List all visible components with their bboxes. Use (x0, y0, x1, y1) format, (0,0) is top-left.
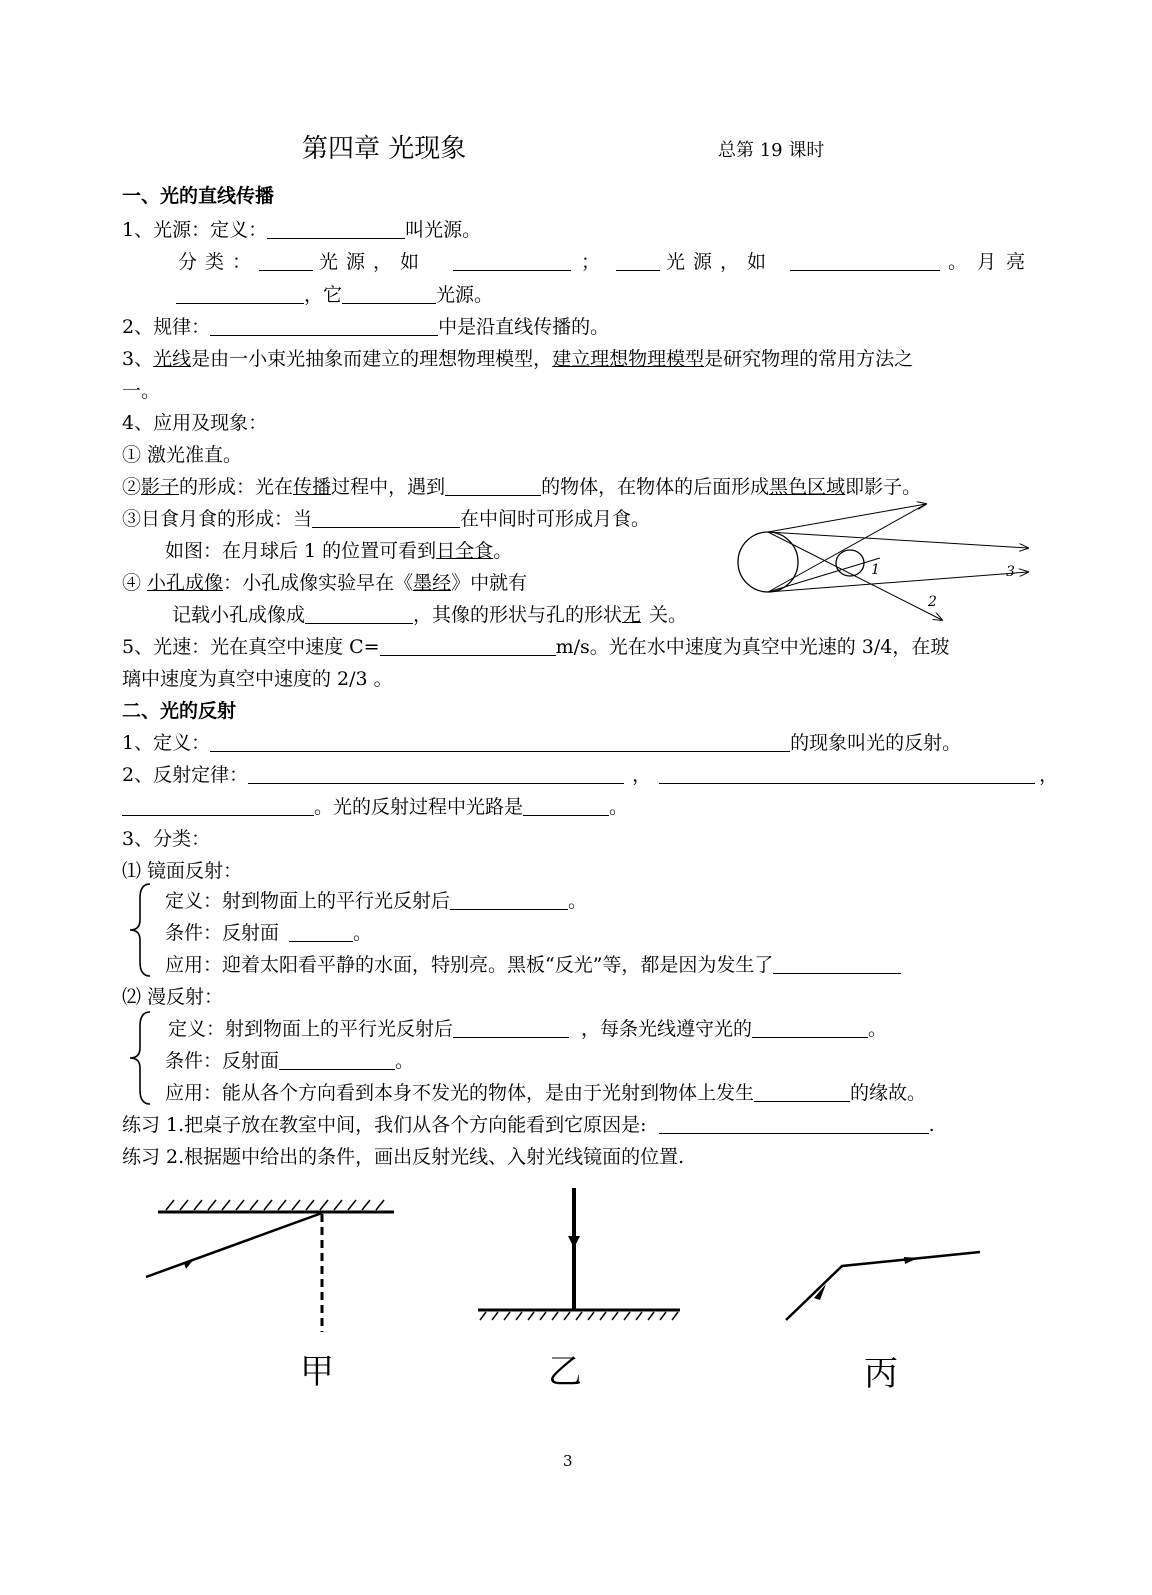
blank[interactable] (790, 252, 940, 271)
blank[interactable] (279, 1051, 395, 1070)
line-diffuse-app: 应用：能从各个方向看到本身不发光的物体，是由于光射到物体上发生 的缘故。 (165, 1082, 927, 1104)
line-reflection-def: 1、定义： 的现象叫光的反射。 (122, 732, 962, 754)
line-pinhole-record: 记载小孔成像成 ，其像的形状与孔的形状无 关。 (172, 604, 688, 626)
line-law: 2、规律： 中是沿直线传播的。 (122, 316, 610, 338)
blank[interactable] (616, 252, 660, 271)
line-speed-end: 璃中速度为真空中速度的 2/3 。 (122, 668, 393, 690)
line-eclipse-figure: 如图：在月球后 1 的位置可看到日全食。 (165, 540, 513, 562)
diagram-label-2: 2 (928, 594, 937, 610)
line-eclipse: ③日食月食的形成：当 在中间时可形成月食。 (122, 508, 651, 530)
blank[interactable] (380, 637, 556, 656)
line-diffuse-def: 定义：射到物面上的平行光反射后 ，每条光线遵守光的 。 (168, 1018, 888, 1040)
line-pinhole: ④ 小孔成像：小孔成像实验早在《墨经》中就有 (122, 572, 528, 594)
figure-bing (786, 1252, 980, 1320)
lesson-number: 总第 19 课时 (718, 140, 825, 161)
figure-yi (478, 1188, 680, 1320)
blank[interactable] (453, 252, 571, 271)
blank[interactable] (210, 733, 790, 752)
blank[interactable] (176, 285, 304, 304)
line-classification: 3、分类： (122, 828, 211, 850)
blank[interactable] (445, 477, 541, 496)
blank[interactable] (312, 509, 460, 528)
brace-diffuse (124, 1008, 154, 1108)
blank[interactable] (450, 891, 568, 910)
line-moon: ，它 光源。 (176, 283, 493, 307)
line-exercise-1: 练习 1.把桌子放在教室中间，我们从各个方向能看到它原因是: . (122, 1114, 935, 1136)
diagram-label-1: 1 (871, 562, 880, 578)
line-reflection-law: 2、反射定律： ， ， (122, 764, 1059, 786)
line-specular-app: 应用：迎着太阳看平静的水面，特别亮。黑板“反光”等，都是因为发生了 (165, 953, 901, 977)
blank[interactable] (773, 955, 901, 974)
brace-specular (124, 880, 154, 980)
line-reflection-law-2: 。光的反射过程中光路是 。 (122, 795, 628, 819)
line-ray-model: 3、光线是由一小束光抽象而建立的理想物理模型，建立理想物理模型是研究物理的常用方法之 (122, 348, 914, 370)
moon-ellipse (836, 550, 864, 576)
line-ray-model-end: 一。 (122, 380, 161, 402)
line-specular-def: 定义：射到物面上的平行光反射后 。 (165, 890, 588, 912)
blank[interactable] (259, 252, 313, 271)
blank[interactable] (122, 797, 314, 816)
line-shadow: ②影子的形成：光在传播过程中，遇到 的物体，在物体的后面形成黑色区域即影子。 (122, 476, 922, 498)
eclipse-diagram (730, 500, 1050, 610)
line-diffuse: ⑵ 漫反射： (122, 986, 224, 1008)
diagram-label-3: 3 (1006, 564, 1015, 580)
figure-jia (146, 1200, 394, 1332)
section-heading-2: 二、光的反射 (122, 700, 237, 722)
line-exercise-2: 练习 2.根据题中给出的条件，画出反射光线、入射光线镜面的位置. (122, 1146, 685, 1168)
line-light-source-def: 1、光源：定义： 叫光源。 (122, 219, 482, 241)
figure-label-bing: 丙 (864, 1354, 898, 1394)
line-laser: ① 激光准直。 (122, 444, 243, 466)
exercise-figures (0, 1180, 1152, 1400)
blank[interactable] (752, 1019, 868, 1038)
blank[interactable] (248, 765, 624, 784)
figure-label-jia: 甲 (300, 1352, 334, 1392)
blank[interactable] (659, 1115, 929, 1134)
page-number: 3 (563, 1452, 573, 1470)
line-diffuse-cond: 条件：反射面 。 (165, 1050, 415, 1072)
line-light-source-class: 分类： 光源，如 ； 光源，如 。月亮 (178, 251, 1036, 273)
blank[interactable] (342, 285, 436, 304)
line-specular: ⑴ 镜面反射： (122, 860, 243, 882)
line-speed: 5、光速：光在真空中速度 C= m/s。光在水中速度为真空中光速的 3/4，在玻 (122, 636, 950, 658)
section-heading-1: 一、光的直线传播 (122, 185, 275, 207)
blank[interactable] (305, 605, 413, 624)
page-title: 第四章 光现象 (302, 134, 467, 164)
blank[interactable] (210, 317, 438, 336)
blank[interactable] (659, 765, 1035, 784)
blank[interactable] (754, 1083, 850, 1102)
line-applications: 4、应用及现象： (122, 412, 268, 434)
sun-circle (738, 532, 798, 592)
line-specular-cond: 条件：反射面 。 (165, 922, 373, 944)
blank[interactable] (289, 923, 353, 942)
blank[interactable] (267, 220, 405, 239)
figure-label-yi: 乙 (548, 1352, 582, 1392)
blank[interactable] (523, 797, 609, 816)
blank[interactable] (453, 1019, 569, 1038)
